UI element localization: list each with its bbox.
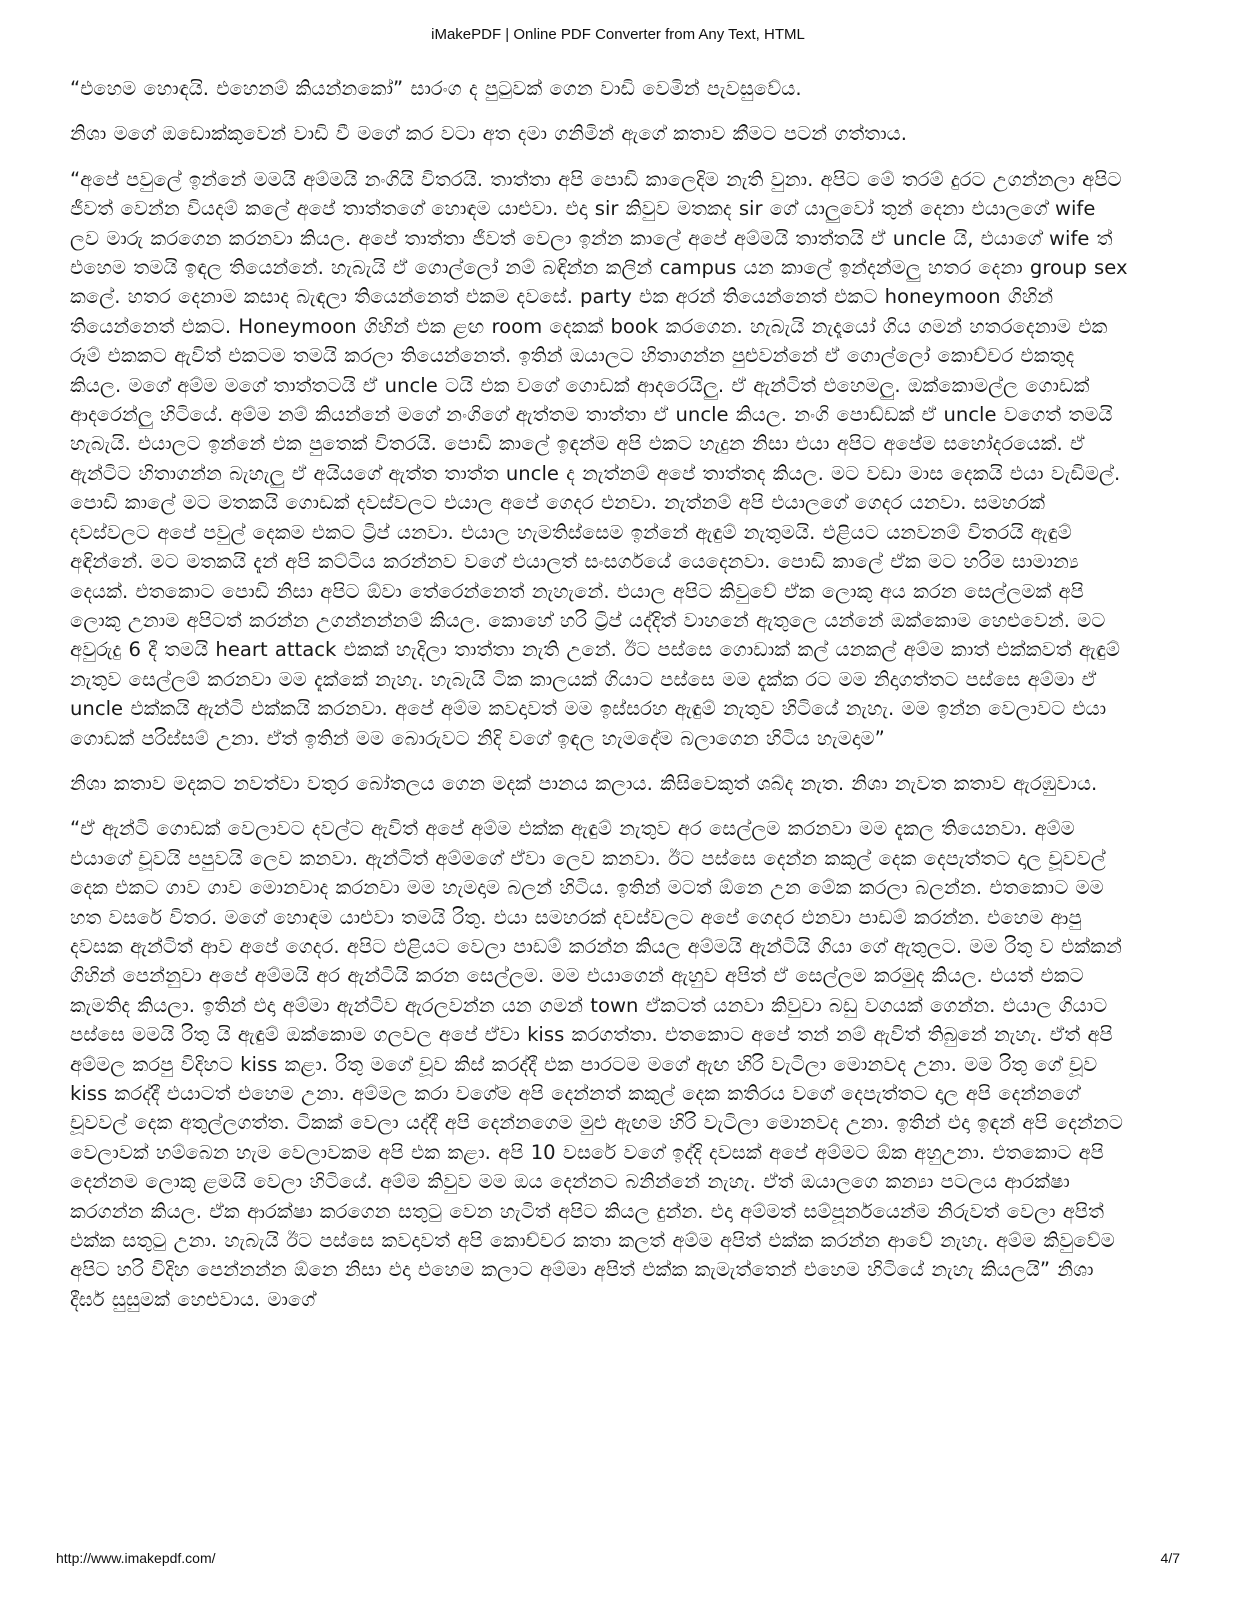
paragraph-1: “එහෙම හොඳයි. එහෙනම් කියන්නකෝ” සාරංග ද පුටුවක් ගෙන වාඩි වෙමින් පැවසුවේය. bbox=[70, 77, 802, 100]
document-body bbox=[70, 74, 1130, 1330]
header-title: iMakePDF | Online PDF Converter from Any Text, HTML bbox=[431, 26, 805, 43]
paragraph-5: “ඒ ඇන්ටි ගොඩක් වෙලාවට දවල්ට ඇවිත් අපේ අම්ම එක්ක ඇඳුම් නැතුව අර සෙල්ලම කරනවා මම දැකල තියෙනවා. අම්ම එයාගේ චූවයි පපුවයි ලෙව කනවා. ඇන්ටිත් අම්මගේ ඒවා ලෙව කනවා. ඊට පස්සෙ දෙන්න කකුල් දෙක දෙපැත්තට දාල චූවවල් දෙක එකට ගාව ගාව මොනවාද කරනවා මම හැමදාම බලන් හිටිය. ඉතින් මටත් ඕනෙ උන මේක කරලා බලන්න. එතකොට මම හත වසරේ විතර. මගේ හොඳම යාළුවා තමයි රිතු. එයා සමහරක් දවස්වලට අපේ ගෙදර එනවා පාඩම් කරන්න. එහෙම ආපු දවසක ඇන්ටිත් ආව අපේ ගෙදර. අපිට එළියට වෙලා පාඩම් කරන්න කියල අම්මයි ඇන්ටියි ගියා ගේ ඇතුලට. මම රිතු ව එක්කන් ගිහින් පෙන්නුවා අපේ අම්මයි අර ඇන්ටියි කරන සෙල්ලම. මම එයාගෙන් ඇහුව අපිත් ඒ සෙල්ලම කරමුද කියල. එයත් එකට කැමතිද කියලා. ඉතින් එදා අම්මා ඇන්ටිව ඇරලවන්න යන ගමන් town ඒකටත් යනවා කිවුවා බඩු වගයක් ගෙන්න. එයාල ගියාට පස්සෙ මමයි රිතු යි ඇඳුම් ඔක්කොම ගලවල අපේ ඒවා kiss කරගත්තා. එතකොට අපේ තන් නම් ඇවිත් තිබුනේ නැහැ. ඒත් අපි අම්මල කරපු විදිහට kiss කළා. රිතු මගේ චූව කිස් කරද්දී එක පාරටම මගේ ඇඟ හිරි වැටිලා මොනවද උනා. මම රිතු ගේ චූව kiss කරද්දී එයාටත් එහෙම උනා. අම්මල කරා වගේම අපි දෙන්නත් කකුල් දෙක කතිරය වගේ දෙපැත්තට දාල අපි දෙන්නගේ චූවවල් දෙක අතුල්ලගත්ත. ටිකක් වෙලා යද්දී අපි දෙන්නගෙම මුළු ඇඟම හිරි වැටිලා මොනවද උනා. ඉතින් එදා ඉඳන් අපි දෙන්නට වෙලාවක් හම්බෙන හැම වෙලාවකම අපි එක කළා. අපි 10 වසරේ වගේ ඉද්දි දවසක් අපේ අම්මට ඕක අහුඋනා. එතකොට අපි දෙන්නම ලොකු ළමයි වෙලා හිටියේ. අම්ම කිවුව මම ඔය දෙන්නට බනින්නේ නැහැ. ඒත් ඔයාලගෙ කන්‍යා පටලය ආරක්ෂා කරගන්න කියල. ඒක ආරක්ෂා කරගෙන සතුටු වෙන හැටිත් අපිට කියල දුන්න. එදා අම්මත් සම්පූර්නයෙන්ම නිරුවත් වෙලා අපිත් එක්ක සතුටු උනා. හැබැයි ඊට පස්සෙ කවදාවත් අපි කොච්චර කතා කලත් අම්ම අපිත් එක්ක කරන්න ආවේ නැහැ. අම්ම කිවුවේම අපිට හරි විදිහ පෙන්නන්න ඕනෙ නිසා එදා එහෙම කලාට අම්මා අපිත් එක්ක කැමැත්තෙන් එහෙම හිටියේ නැහැ කියලයි” නිශා දීර්ඝ සුසුමක් හෙළුවාය. මාගේ bbox=[70, 817, 1123, 1311]
paragraph-3: “අපේ පවුලේ ඉන්නේ මමයි අම්මයි නංගියි විතරයි. තාත්තා අපි පොඩි කාලෙදිම නැති වුනා. අපිට මේ තරම් දුරට උගන්නලා අපිට ජීවත් වෙන්න වියදම් කලේ අපේ තාත්තගේ හොඳම යාළුවා. එදා sir කිවුව මතකද sir ගේ යාලුවෝ තුන් දෙනා එයාලගේ wife ලව මාරු කරගෙන කරනවා කියල. අපේ තාත්තා ජීවත් වෙලා ඉන්න කාලේ අපේ අම්මයි තාත්තයි ඒ uncle යි, එයාගේ wife ත් එහෙම තමයි ඉඳල තියෙන්නේ. හැබැයි ඒ ගොල්ලෝ නම් බඳින්න කලින් campus යන කාලේ ඉන්දන්මලු හතර දෙනා group sex කලේ. හතර දෙනාම කසාද බැඳලා තියෙන්නෙත් එකම දවසේ. party එක අරන් තියෙන්නෙත් එකට honeymoon ගිහින් තියෙන්නෙත් එකට. Honeymoon ගිහින් එක ළඟ room දෙකක් book කරගෙන. හැබැයි නැදෑයෝ ගිය ගමන් හතරදෙනාම එක රූම් එකකට ඇවිත් එකටම තමයි කරලා තියෙන්නෙත්. ඉතින් ඔයාලට හිතාගන්න පුළුවන්නේ ඒ ගොල්ලෝ කොච්චර එකතුද කියල. මගේ අම්ම මගේ තාත්තටයි ඒ uncle ටයි එක වගේ ගොඩක් ආදරෙයිලු. ඒ ඇන්ටිත් එහෙමලු. ඔක්කොමල්ල ගොඩක් ආදරෙන්ලු හිටියේ. අම්ම නම් කියන්නේ මගේ නංගිගේ ඇත්තම තාත්තා ඒ uncle කියල. නංගි පොඩ්ඩක් ඒ uncle වගෙත් තමයි හැබැයි. එයාලට ඉන්නේ එක පුතෙක් විතරයි. පොඩි කාලේ ඉඳන්ම අපි එකට හැදුන නිසා එයා අපිට අපේම සහෝදරයෙක්. ඒ ඇන්ටිට හිතාගන්න බැහැලු ඒ අයියගේ ඇත්ත තාත්ත uncle ද නැත්නම් අපේ තාත්තද කියල. මට වඩා මාස දෙකයි එයා වැඩිමල්. පොඩි කාලේ මට මතකයි ගොඩක් දවස්වලට එයාල අපේ ගෙදර එනවා. නැත්නම් අපි එයාලගේ ගෙදර යනවා. සමහරක් දවස්වලට අපේ පවුල් දෙකම එකට ට්‍රිප් යනවා. එයාල හැමතිස්සෙම ඉන්නේ ඇඳුම් නැතුමයි. එළියට යනවනම් විතරයි ඇඳුම් අඳින්නේ. මට මතකයි දැන් අපි කට්ටිය කරන්නව වගේ එයාලත් සංසර්ගයේ යෙදෙනවා. පොඩි කාලේ ඒක මට හරිම සාමාන්‍ය දෙයක්. එතකොට පොඩි නිසා අපිට ඕවා තේරෙන්නෙත් නැහැනේ. එයාල අපිට කිවුවේ ඒක ලොකු අය කරන සෙල්ලමක් අපි ලොකු උනාම අපිටත් කරන්න උගන්නන්නම් කියල. කොහේ හරි ට්‍රිප් යද්දිත් වාහනේ ඇතුලෙ යන්නේ ඔක්කොම හෙළුවෙන්. මට අවුරුදු 6 දී තමයි heart attack එකක් හැදිලා තාත්තා නැති උනේ. ඊට පස්සෙ ගොඩාක් කල් යනකල් අම්ම කාත් එක්කවත් ඇඳුම් නැතුව සෙල්ලම් කරනවා මම දැක්කේ නැහැ. හැබැයි ටික කාලයක් ගියාට පස්සෙ මම දැක්ක රට මම නිදාගත්තට පස්සෙ අම්මා ඒ uncle එක්කයි ඇන්ටි එක්කයි කරනවා. අපේ අම්ම කවදාවත් මම ඉස්සරහ ඇඳුම් නැතුව හිටියේ නැහැ. මම ඉන්න වෙලාවට එයා ගොඩක් පරිස්සම් උනා. ඒත් ඉතින් මම බොරුවට නිදි වගේ ඉඳල හැමදේම බලාගෙන හිටිය හැමදාම” bbox=[70, 167, 1128, 750]
footer-url[interactable]: http://www.imakepdf.com/ bbox=[56, 1550, 216, 1566]
page-header bbox=[0, 26, 1236, 43]
page-footer bbox=[56, 1550, 1180, 1566]
paragraph-4: නිශා කතාව මදකට නවත්වා වතුර බෝතලය ගෙන මදක් පානය කලාය. කිසිවෙකුත් ශබ්ද නැත. නිශා නැවත කතාව ඇරඹුවාය. bbox=[70, 771, 1098, 795]
paragraph-2: නිශා මගේ ඔඩොක්කුවෙන් වාඩි වී මගේ කර වටා අත දමා ගනිමින් ඇගේ කතාව කීමට පටන් ගත්තාය. bbox=[70, 122, 907, 146]
page-number: 4/7 bbox=[1160, 1550, 1180, 1566]
